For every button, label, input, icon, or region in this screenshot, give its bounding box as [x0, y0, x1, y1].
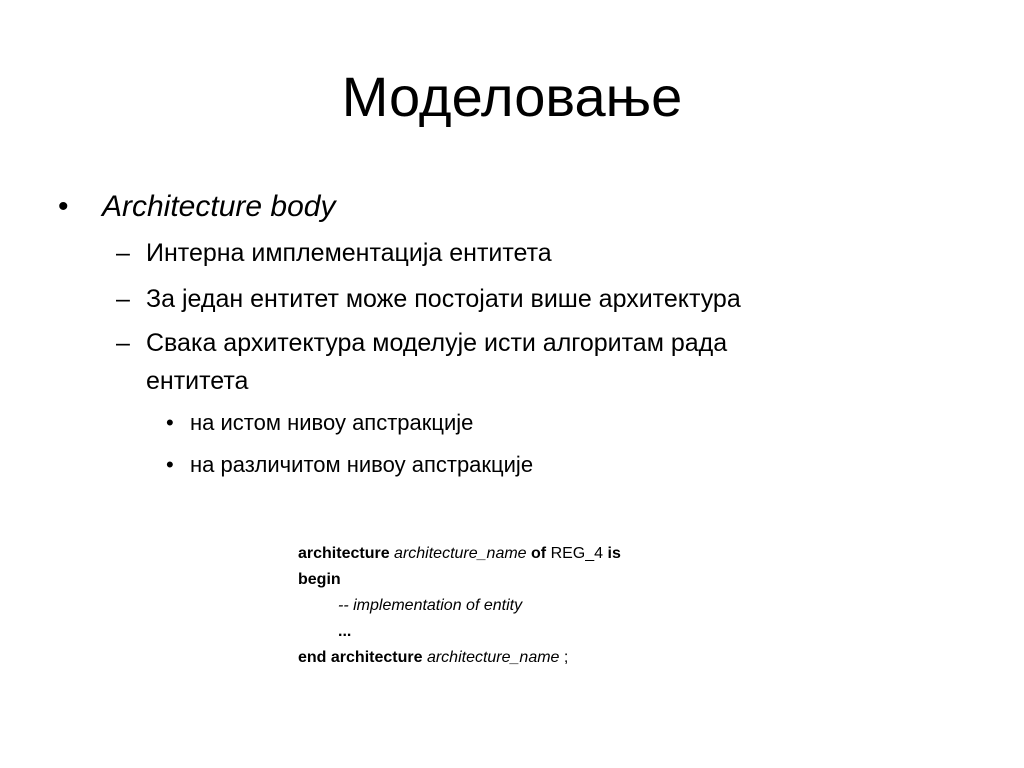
code-line-begin: [298, 567, 621, 593]
bullet-icon: •: [166, 410, 174, 435]
sub-item-text: Интерна имплементација ентитета: [146, 239, 552, 267]
keyword-architecture: architecture: [298, 545, 390, 562]
semicolon: ;: [563, 649, 569, 666]
code-line-architecture: [298, 541, 621, 567]
code-block: [298, 541, 621, 671]
keyword-end-architecture: end architecture: [298, 649, 423, 666]
dash-icon: –: [116, 285, 130, 313]
keyword-of: of: [531, 545, 547, 562]
entity-name: REG_4: [550, 545, 604, 562]
architecture-name: architecture_name: [426, 649, 560, 666]
code-line-ellipsis: [298, 619, 621, 645]
dash-icon: –: [116, 329, 130, 357]
architecture-name: architecture_name: [394, 545, 527, 562]
code-comment: -- implementation of entity: [338, 597, 523, 614]
sub-item-text: Свака архитектура моделује исти алгоритам рада: [146, 329, 728, 357]
sub-sub-item-text: на истом нивоу апстракције: [190, 410, 474, 435]
code-line-comment: [298, 593, 621, 619]
bullet-text: Architecture body: [102, 190, 336, 223]
dash-icon: –: [116, 239, 130, 267]
keyword-is: is: [607, 545, 621, 562]
sub-item-text: ентитета: [146, 367, 249, 395]
sub-sub-item-text: на различитом нивоу апстракције: [190, 452, 534, 477]
code-ellipsis: ...: [338, 623, 352, 640]
bullet-icon: •: [166, 452, 174, 477]
sub-item-text: За један ентитет може постојати више архитектура: [146, 285, 741, 313]
slide-title: Моделовање: [341, 65, 683, 128]
code-line-end: [298, 645, 621, 671]
bullet-icon: •: [58, 190, 69, 223]
keyword-begin: begin: [298, 571, 341, 588]
